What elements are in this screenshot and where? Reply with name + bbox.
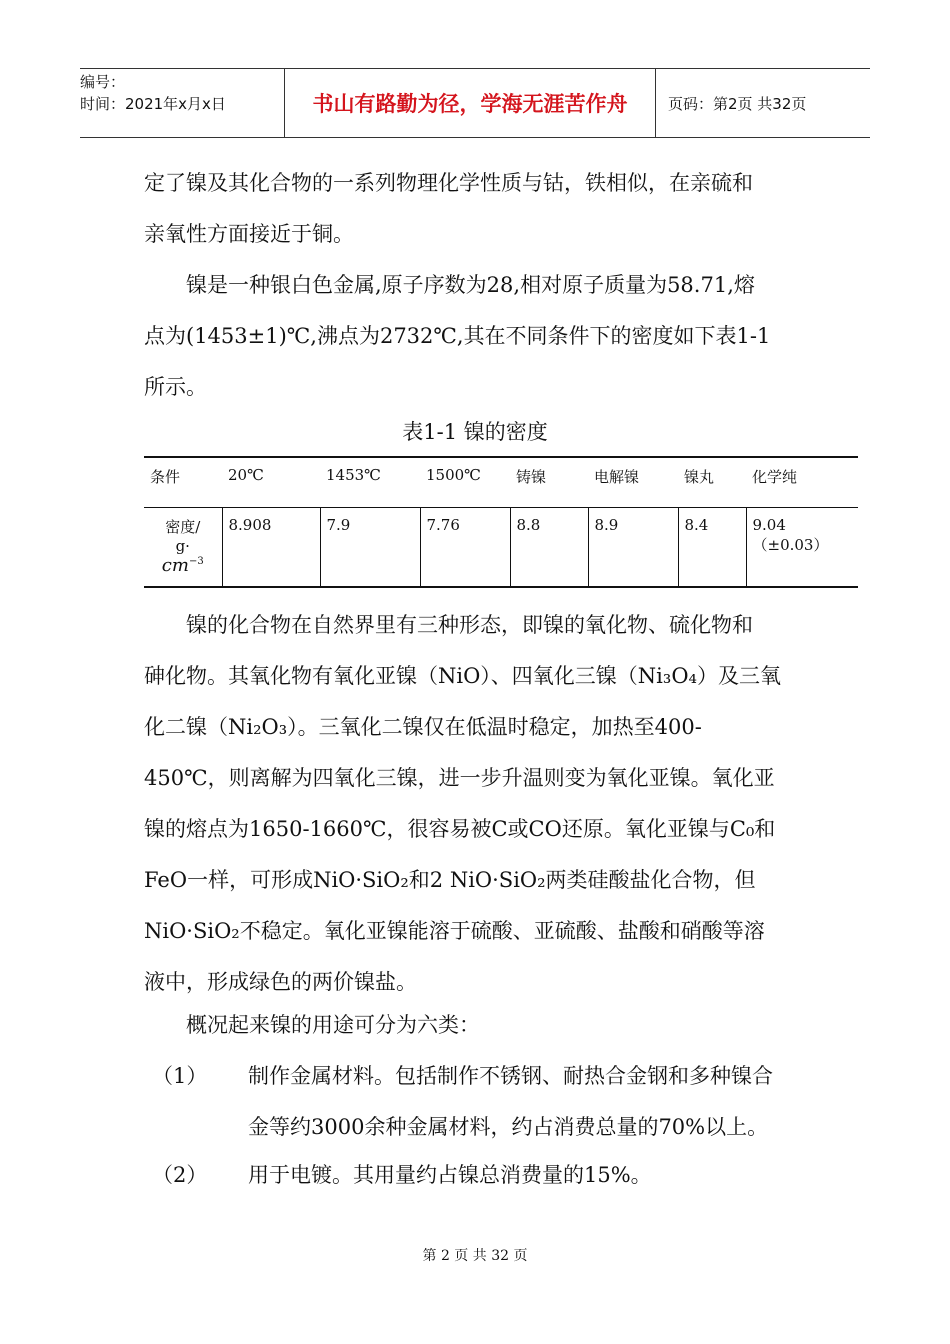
row-label-g: g· bbox=[175, 536, 190, 555]
table-cell: 8.908 bbox=[222, 507, 320, 587]
text-line: 镍的熔点为1650-1660℃，很容易被C或CO还原。氧化亚镍与C₀和 bbox=[144, 817, 776, 841]
text-line: 镍的化合物在自然界里有三种形态，即镍的氧化物、硫化物和 bbox=[186, 613, 753, 637]
table-header-cell: 镍丸 bbox=[678, 457, 746, 507]
header-page-info: 页码：第2页 共32页 bbox=[668, 94, 807, 113]
header-motto: 书山有路勤为径，学海无涯苦作舟 bbox=[284, 69, 656, 137]
list-item bbox=[144, 1150, 810, 1201]
text-line: 450℃，则离解为四氧化三镍，进一步升温则变为氧化亚镍。氧化亚 bbox=[144, 766, 775, 790]
text-line: 镍是一种银白色金属,原子序数为28,相对原子质量为58.71,熔 bbox=[186, 273, 755, 297]
text-line: 所示。 bbox=[144, 375, 207, 399]
page-header bbox=[80, 68, 870, 138]
table-row bbox=[144, 507, 858, 587]
unit-exponent: −3 bbox=[188, 555, 204, 567]
text-line: NiO·SiO₂不稳定。氧化亚镍能溶于硫酸、亚硫酸、盐酸和硝酸等溶 bbox=[144, 919, 765, 943]
table-cell: 8.8 bbox=[510, 507, 588, 587]
paragraph-4 bbox=[144, 1000, 810, 1051]
row-label-density: 密度/ bbox=[165, 517, 201, 536]
table-cell: 9.04（±0.03） bbox=[746, 507, 858, 587]
paragraph-1 bbox=[144, 158, 810, 260]
table-header-cell: 20℃ bbox=[222, 457, 320, 507]
page-footer: 第 2 页 共 32 页 bbox=[422, 1248, 528, 1264]
table-cell: 8.9 bbox=[588, 507, 678, 587]
table-header-cell: 铸镍 bbox=[510, 457, 588, 507]
table-cell: 8.4 bbox=[678, 507, 746, 587]
list-item-number: （1） bbox=[152, 1064, 208, 1088]
table-cell: 7.9 bbox=[320, 507, 420, 587]
text-line: 点为(1453±1)℃,沸点为2732℃,其在不同条件下的密度如下表1-1 bbox=[144, 324, 771, 348]
table-row-label bbox=[144, 507, 222, 587]
table-header-row bbox=[144, 457, 858, 507]
table-header-cell: 1500℃ bbox=[420, 457, 510, 507]
text-line: 用于电镀。其用量约占镍总消费量的15%。 bbox=[248, 1163, 652, 1187]
text-line: 亲氧性方面接近于铜。 bbox=[144, 222, 354, 246]
number-label: 编号： bbox=[80, 73, 126, 91]
list-item-number: （2） bbox=[152, 1163, 208, 1187]
table-header-cell: 化学纯 bbox=[746, 457, 858, 507]
row-label-unit bbox=[150, 555, 216, 576]
table-caption: 表1-1 镍的密度 bbox=[402, 420, 548, 444]
text-line: 定了镍及其化合物的一系列物理化学性质与钴，铁相似，在亲硫和 bbox=[144, 171, 753, 195]
header-meta bbox=[80, 69, 284, 137]
paragraph-2 bbox=[144, 260, 810, 413]
text-line: 金等约3000余种金属材料，约占消费总量的70%以上。 bbox=[248, 1115, 769, 1139]
list-item bbox=[144, 1051, 810, 1153]
list-item-text bbox=[248, 1150, 810, 1201]
table-header-cell: 条件 bbox=[144, 457, 222, 507]
density-table bbox=[144, 456, 858, 588]
text-line: 砷化物。其氧化物有氧化亚镍（NiO）、四氧化三镍（Ni₃O₄）及三氧 bbox=[144, 664, 781, 688]
table-header-cell: 1453℃ bbox=[320, 457, 420, 507]
unit-base: cm bbox=[161, 554, 189, 576]
text-line: 制作金属材料。包括制作不锈钢、耐热合金钢和多种镍合 bbox=[248, 1064, 773, 1088]
text-line: 概况起来镍的用途可分为六类： bbox=[186, 1013, 480, 1037]
table-cell: 7.76 bbox=[420, 507, 510, 587]
text-line: 液中，形成绿色的两价镍盐。 bbox=[144, 970, 417, 994]
text-line: 化二镍（Ni₂O₃）。三氧化二镍仅在低温时稳定，加热至400- bbox=[144, 715, 702, 739]
list-item-text bbox=[248, 1051, 810, 1153]
text-line: FeO一样，可形成NiO·SiO₂和2 NiO·SiO₂两类硅酸盐化合物，但 bbox=[144, 868, 756, 892]
paragraph-3 bbox=[144, 600, 810, 1008]
time-label: 时间：2021年x月x日 bbox=[80, 95, 226, 113]
table-header-cell: 电解镍 bbox=[588, 457, 678, 507]
